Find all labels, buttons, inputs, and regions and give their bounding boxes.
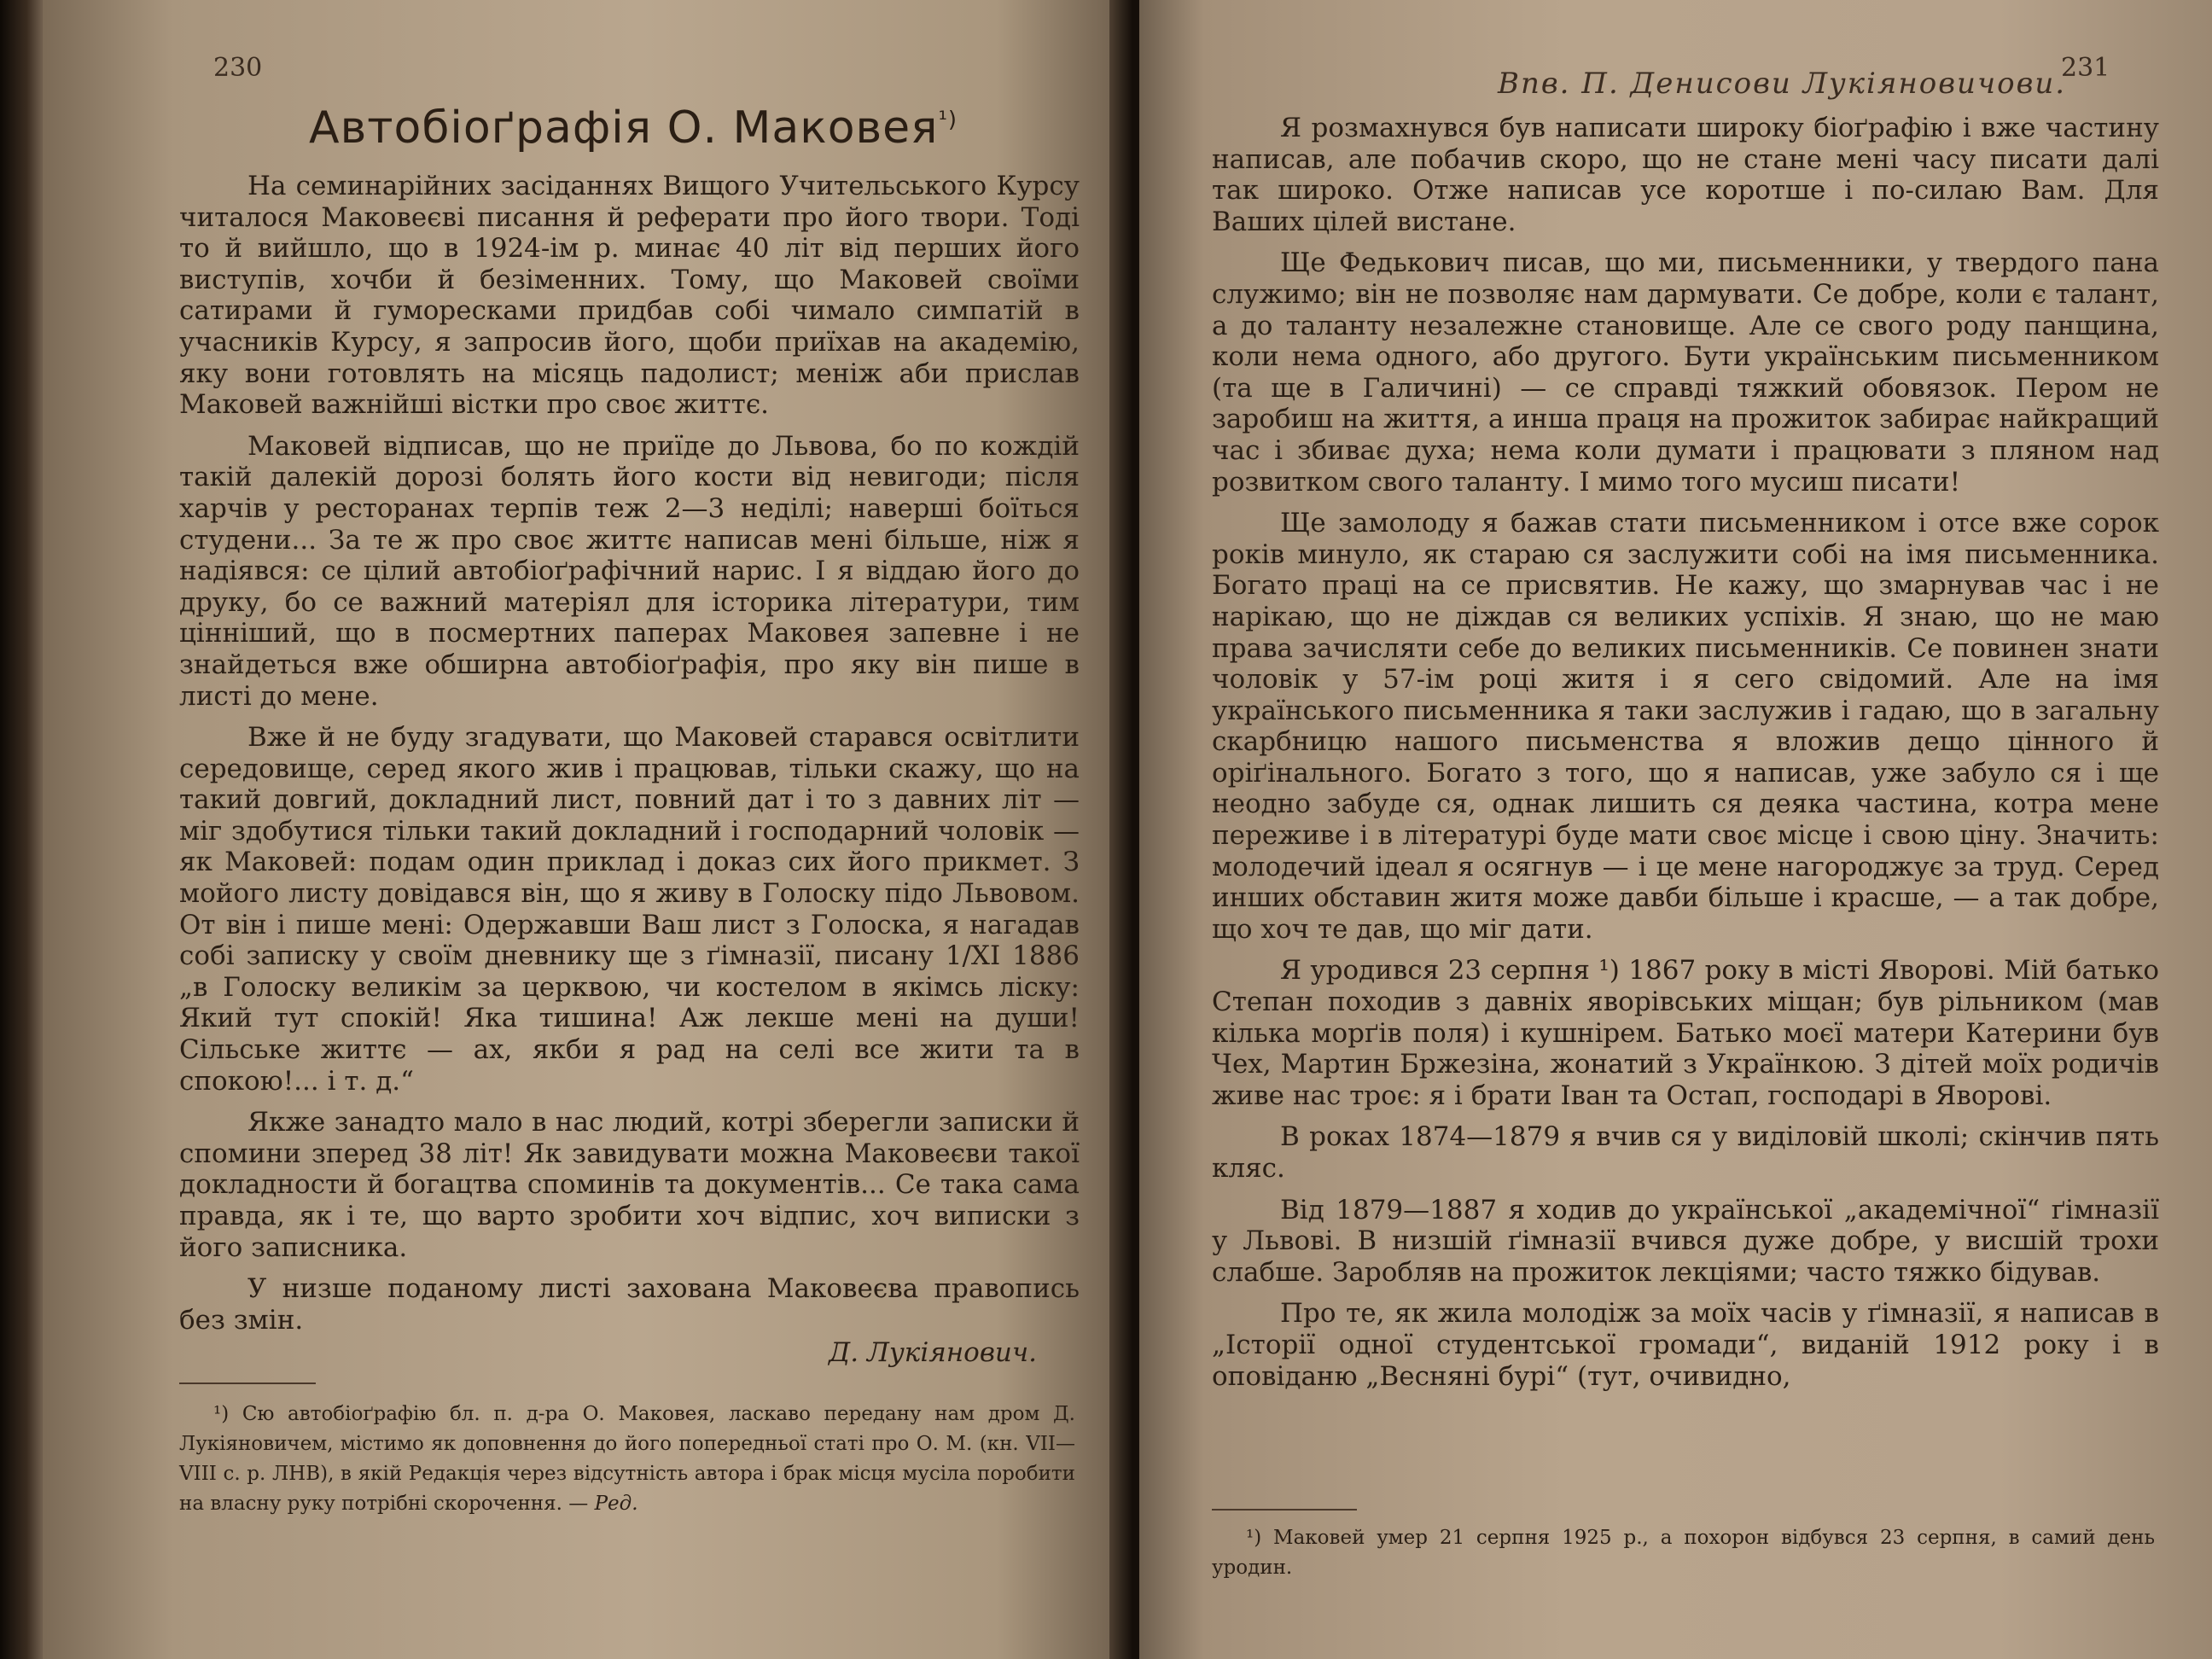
paragraph: Від 1879—1887 я ходив до української „академічної“ ґімназії у Львові. В низшій ґімназії вчився дуже добре, у висшій трохи слабше. Заробляв на прожиток лекціями; часто тяжко бідував. bbox=[1212, 1194, 2159, 1288]
title-footnote-mark: ¹) bbox=[938, 107, 958, 133]
right-footnote bbox=[1212, 1523, 2155, 1583]
left-body bbox=[179, 171, 1080, 1369]
page-number: 230 bbox=[213, 53, 263, 83]
left-page bbox=[43, 0, 1126, 1659]
footnote-editor: Ред. bbox=[594, 1493, 638, 1515]
footnote-rule bbox=[179, 1382, 316, 1384]
signature: Д. Лукіянович. bbox=[829, 1337, 1037, 1369]
paragraph: В роках 1874—1879 я вчив ся у виділовій школі; скінчив пять кляс. bbox=[1212, 1121, 2159, 1184]
paragraph: Я розмахнувся був написати широку біоґрафію і вже частину написав, але побачив скоро, що не стане мені часу писати далі так широко. Отже написав усе коротше і по-силаю Вам. Для Ваших цілей вистане. bbox=[1212, 113, 2159, 237]
paragraph: Ще замолоду я бажав стати письменником і отсе вже сорок років минуло, як стараю ся заслужити собі на імя письменника. Богато праці на се присвятив. Не кажу, що змарнував час і не нарікаю, що не діждав ся великих успіхів. Я знаю, що не маю права зачисляти себе до великих письменників. Се повинен знати чоловік у 57-ім році житя і я сего свідомий. Але на імя українського письменника я таки заслужив і гадаю, що в загальну скарбницю нашого письменства я вложив дещо цінного й оріґінального. Богато з того, що я написав, уже забуло ся і ще неодно забуде ся, однак лишить ся деяка частина, котра мене переживе і в літературі буде мати своє місце і свою ціну. Значить: молодечий ідеал я осягнув — і це мене нагороджує за труд. Серед инших обставин житя може давби більше і красше, — а так добре, що хоч те дав, що міг дати. bbox=[1212, 508, 2159, 945]
running-head: Впв. П. Денисови Лукіяновичови. bbox=[1498, 67, 2067, 101]
paragraph: На семинарійних засіданнях Вищого Учительського Курсу читалося Маковеєві писання й реферати про його твори. Тоді то й вийшло, що в 1924-ім р. минає 40 літ від перших його виступів, хочби й безіменних. Тому, що Маковей своїми сатирами й гуморесками придбав собі чимало симпатій в учасників Курсу, я запросив його, щоби приїхав на академію, яку вони готовлять на місяць падолист; меніж аби прислав Маковей важнійші вістки про своє життє. bbox=[179, 171, 1080, 421]
article-title-text: Автобіоґрафія О. Маковея bbox=[309, 102, 939, 154]
paragraph: Я уродився 23 серпня ¹) 1867 року в місті Яворові. Мій батько Степан походив з давніх яворівських міщан; був рільником (мав кілька морґів поля) і кушнірем. Батько моєї матери Катерини був Чех, Мартин Бржезіна, жонатий з Українкою. З дітей моїх родичів живе нас троє: я і брати Іван та Остап, господарі в Яворові. bbox=[1212, 955, 2159, 1111]
paragraph: У низше поданому листі захована Маковеєва правопись без змін. bbox=[179, 1273, 1080, 1336]
footnote-text: ¹) Сю автобіоґрафію бл. п. д-ра О. Маковея, ласкаво передану нам дром Д. Лукіяновичем, містимо як доповнення до його попередньої статі про О. М. (кн. VII—VIII с. р. ЛНВ), в якій Редакція через відсутність автора і брак місця мусіла поробити на власну руку потрібні скорочення. — bbox=[179, 1403, 1075, 1515]
article-title bbox=[309, 102, 958, 154]
paragraph: Про те, як жила молодіж за моїх часів у ґімназії, я написав в „Історії одної студентської громади“, виданій 1912 року і в оповіданю „Весняні бурі“ (тут, очивидно, bbox=[1212, 1298, 2159, 1392]
footnote-text: ¹) Маковей умер 21 серпня 1925 р., а похорон відбувся 23 серпня, в самий день уродин. bbox=[1212, 1527, 2155, 1579]
page-number: 231 bbox=[2061, 53, 2110, 83]
paragraph: Якже занадто мало в нас людий, котрі зберегли записки й спомини зперед 38 літ! Як завидувати можна Маковеєви такої докладности й богацтва споминів та документів... Се така сама правда, як і те, що варто зробити хоч відпис, хоч виписки з його записника. bbox=[179, 1107, 1080, 1263]
footnote-rule bbox=[1212, 1509, 1357, 1511]
paragraph: Ще Федькович писав, що ми, письменники, у твердого пана служимо; він не позволяє нам дармувати. Се добре, коли є талант, а до таланту незалежне становище. Але се свого роду панщина, коли нема одного, або другого. Бути українським письменником (та ще в Галичині) — се справді тяжкий обовязок. Пером не заробиш на життя, а инша праця на прожиток забирає найкращий час і збиває духа; нема коли думати і працювати з пляном над розвитком свого таланту. І мимо того мусиш писати! bbox=[1212, 247, 2159, 498]
right-body bbox=[1212, 113, 2159, 1392]
left-footnote bbox=[179, 1400, 1075, 1519]
paragraph: Вже й не буду згадувати, що Маковей старався освітлити середовище, серед якого жив і працював, тільки скажу, що на такий довгий, докладний лист, повний дат і то з давних літ — міг здобутися тільки такий докладний і господарний чоловік — як Маковей: подам один приклад і доказ сих його прикмет. З мойого листу довідався він, що я живу в Голоску підо Львовом. От він і пише мені: Одержавши Ваш лист з Голоска, я нагадав собі записку у своїм дневнику ще з ґімназії, писану 1/XI 1886 „в Голоску великім за церквою, чи костелом в якімсь ліску: Який тут спокій! Яка тишина! Аж лекше мені на души! Сільське життє — ах, якби я рад на селі все жити та в спокою!... і т. д.“ bbox=[179, 722, 1080, 1097]
paragraph: Маковей відписав, що не приїде до Львова, бо по кождій такій далекій дорозі болять його кости від невигоди; після харчів у ресторанах терпів теж 2—3 неділі; наверші боїться студени... За те ж про своє життє написав мені більше, ніж я надіявся: се цілий автобіоґрафічний нарис. І я віддаю його до друку, бо се важний матеріял для історика літератури, тим цінніший, що в посмертних паперах Маковея запевне і не знайдеться вже обширна автобіоґрафія, про яку він пише в листі до мене. bbox=[179, 430, 1080, 712]
right-page bbox=[1139, 0, 2212, 1659]
